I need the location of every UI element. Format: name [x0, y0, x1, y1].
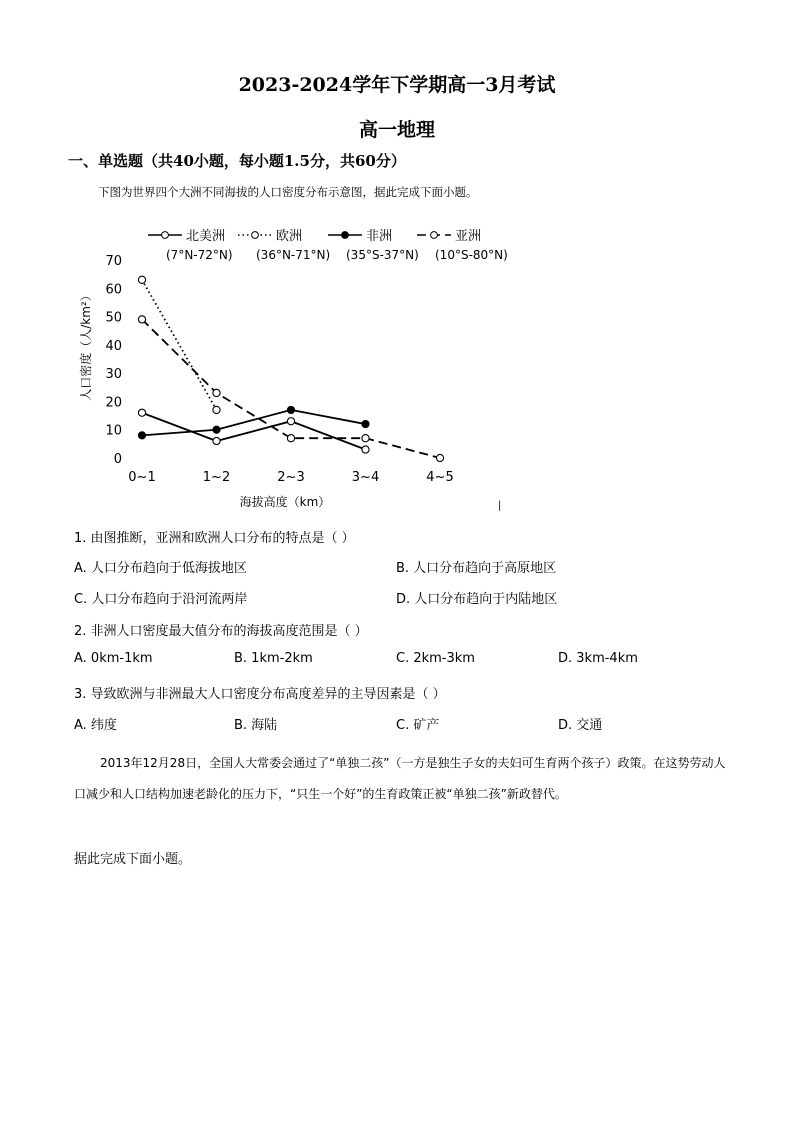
x-tick-label: 4~5 — [426, 470, 454, 485]
stray-mark: | — [498, 500, 502, 511]
data-point — [138, 316, 145, 323]
legend-item-1 — [148, 229, 233, 262]
legend-range: (35°S-37°N) — [346, 248, 419, 262]
y-axis-label: 人口密度（人/km²） — [79, 289, 93, 401]
data-point — [213, 389, 220, 396]
x-axis-label: 海拔高度（km） — [239, 495, 331, 509]
data-point — [138, 409, 145, 416]
data-point — [138, 432, 145, 439]
x-tick-label: 0~1 — [128, 470, 156, 485]
x-tick-label: 1~2 — [202, 470, 231, 485]
option-b: B. 海陆 — [234, 718, 278, 733]
data-point — [213, 406, 220, 413]
legend-label: 欧洲 — [276, 229, 303, 244]
y-tick-label: 70 — [105, 254, 122, 269]
data-point — [213, 426, 220, 433]
option-d: D. 3km-4km — [558, 651, 638, 666]
y-tick-label: 20 — [105, 395, 122, 411]
option-a: A. 纬度 — [74, 718, 117, 733]
legend-item-3 — [328, 228, 419, 262]
chart-legend — [148, 228, 508, 262]
series-4 — [138, 316, 443, 462]
legend-range: (7°N-72°N) — [166, 248, 233, 262]
legend-item-2 — [238, 229, 330, 262]
option-d: D. 交通 — [558, 718, 603, 733]
data-point — [213, 437, 220, 444]
chart-series — [138, 276, 443, 461]
series-2 — [138, 276, 220, 413]
x-tick-label: 2~3 — [277, 470, 305, 485]
y-axis-ticks — [105, 254, 122, 467]
data-point — [287, 406, 294, 413]
passage-followup: 据此完成下面小题。 — [74, 852, 192, 867]
data-point — [287, 435, 294, 442]
population-density-chart — [60, 215, 540, 520]
y-tick-label: 0 — [113, 452, 122, 467]
option-c: C. 矿产 — [396, 718, 440, 733]
option-b: B. 1km-2km — [234, 651, 313, 666]
legend-marker — [342, 232, 349, 239]
data-point — [362, 435, 369, 442]
legend-range: (10°S-80°N) — [435, 248, 508, 262]
option-c: C. 人口分布趋向于沿河流两岸 — [74, 592, 248, 607]
legend-marker — [431, 232, 438, 239]
section-heading: 一、单选题（共40小题，每小题1.5分，共60分） — [68, 152, 406, 170]
series-line — [142, 280, 217, 410]
question-stem: 2. 非洲人口密度最大值分布的海拔高度范围是（ ） — [74, 624, 368, 639]
data-point — [362, 446, 369, 453]
option-a: A. 0km-1km — [74, 651, 153, 666]
y-tick-label: 50 — [105, 310, 122, 326]
data-point — [287, 418, 294, 425]
data-point — [436, 454, 443, 461]
data-point — [138, 276, 145, 283]
passage-paragraph: 2013年12月28日，全国人大常委会通过了“单独二孩”（一方是独生子女的夫妇可生育两个孩子）政策。在这势劳动人口减少和人口结构加速老龄化的压力下，“只生一个好”的生育政策正被“单独二孩”新政替代。 — [74, 756, 726, 801]
question-stem: 3. 导致欧洲与非洲最大人口密度分布高度差异的主导因素是（ ） — [74, 687, 446, 702]
option-b: B. 人口分布趋向于高原地区 — [396, 561, 557, 576]
question-stem: 1. 由图推断，亚洲和欧洲人口分布的特点是（ ） — [74, 531, 355, 546]
option-d: D. 人口分布趋向于内陆地区 — [396, 592, 558, 607]
y-tick-label: 60 — [105, 282, 122, 298]
page-title: 2023-2024学年下学期高一3月考试 — [238, 74, 556, 96]
legend-item-4 — [417, 229, 508, 262]
intro-text: 下图为世界四个大洲不同海拔的人口密度分布示意图，据此完成下面小题。 — [98, 185, 478, 199]
x-axis-ticks — [128, 470, 453, 485]
y-tick-label: 30 — [105, 367, 122, 383]
series-3 — [138, 406, 369, 439]
legend-label: 非洲 — [366, 229, 393, 244]
y-tick-label: 10 — [105, 423, 122, 439]
data-point — [362, 420, 369, 427]
legend-label: 北美洲 — [186, 229, 226, 244]
x-tick-label: 3~4 — [351, 470, 380, 485]
option-c: C. 2km-3km — [396, 651, 475, 666]
legend-marker — [162, 232, 169, 239]
legend-range: (36°N-71°N) — [256, 248, 331, 262]
option-a: A. 人口分布趋向于低海拔地区 — [74, 561, 247, 576]
legend-label: 亚洲 — [455, 229, 482, 244]
y-tick-label: 40 — [105, 338, 122, 354]
legend-marker — [252, 232, 259, 239]
page-subtitle: 高一地理 — [358, 119, 435, 141]
